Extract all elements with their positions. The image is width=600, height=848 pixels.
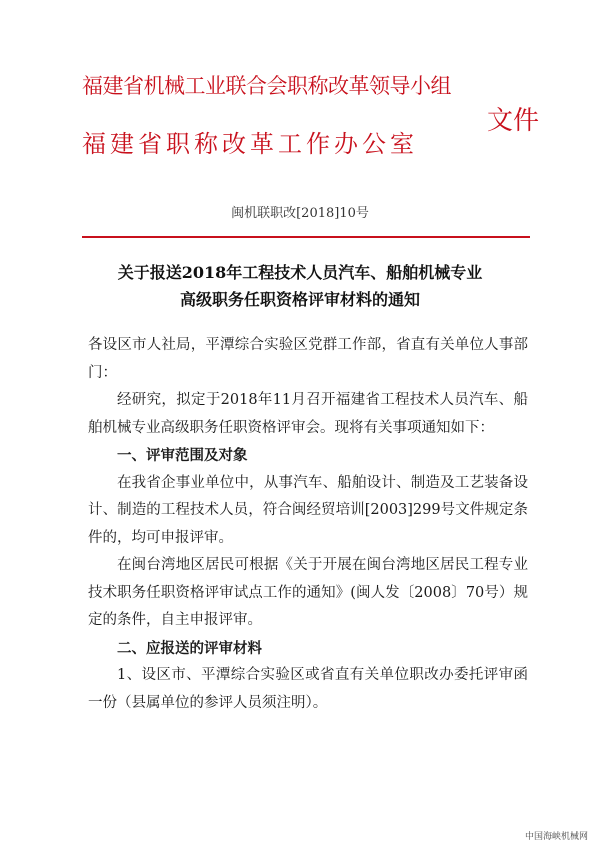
red-divider-line	[82, 236, 530, 238]
section-1-paragraph-1: 在我省企事业单位中，从事汽车、船舶设计、制造及工艺装备设计、制造的工程技术人员，符合闽经贸培训[2003]299号文件规定条件的，均可申报评审。	[88, 474, 528, 546]
addressee: 各设区市人社局，平潭综合实验区党群工作部，省直有关单位人事部门：	[88, 337, 528, 381]
issuer-line-2: 福建省职称改革工作办公室	[82, 130, 418, 158]
site-watermark: 中国海峡机械网	[524, 832, 588, 842]
notice-title-line-1: 关于报送2018年工程技术人员汽车、船舶机械专业	[117, 263, 483, 282]
intro-paragraph: 经研究，拟定于2018年11月召开福建省工程技术人员汽车、船舶机械专业高级职务任职资格评审会。现将有关事项通知如下：	[88, 392, 528, 436]
document-type-label: 文件	[487, 106, 540, 136]
issuer-line-1: 福建省机械工业联合会职称改革领导小组	[82, 74, 451, 98]
document-number: 闽机联职改[2018]10号	[231, 206, 369, 221]
section-1-heading: 一、评审范围及对象	[117, 447, 248, 464]
notice-title	[60, 259, 540, 313]
notice-title-line-2: 高级职务任职资格评审材料的通知	[179, 290, 420, 309]
section-1-paragraph-2: 在闽台湾地区居民可根据《关于开展在闽台湾地区居民工程专业技术职务任职资格评审试点工作的通知》(闽人发〔2008〕70号）规定的条件，自主申报评审。	[88, 557, 528, 628]
notice-body	[88, 332, 528, 717]
section-2-item-1: 1、设区市、平潭综合实验区或省直有关单位职改办委托评审函一份（县属单位的参评人员须注明）。	[88, 667, 528, 711]
section-2-heading: 二、应报送的评审材料	[117, 639, 262, 657]
